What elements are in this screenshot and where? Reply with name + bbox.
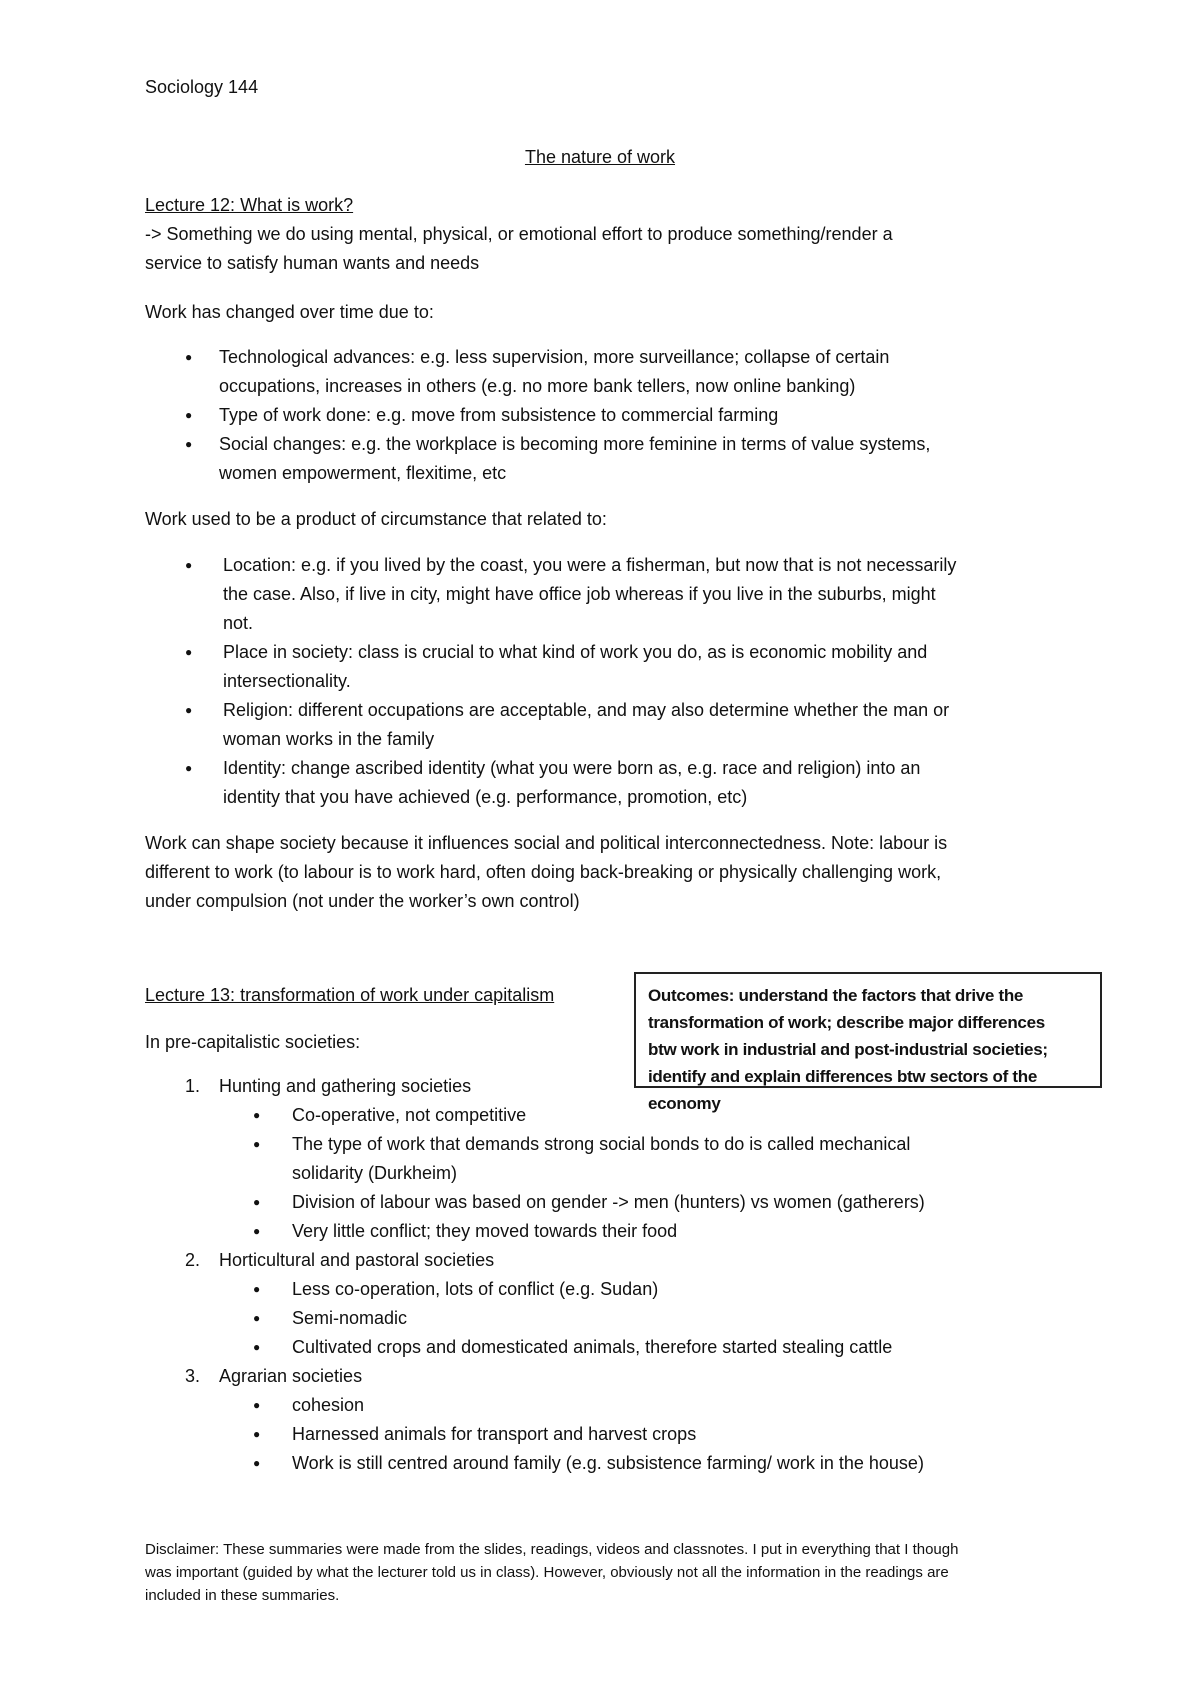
- list-item: the case. Also, if live in city, might have office job whereas if you live in the suburbs, might: [223, 584, 936, 604]
- list-item: Identity: change ascribed identity (what you were born as, e.g. race and religion) into an: [223, 758, 921, 778]
- work-definition-line: service to satisfy human wants and needs: [145, 253, 480, 273]
- list-item: occupations, increases in others (e.g. no more bank tellers, now online banking): [219, 376, 856, 396]
- list-item: women empowerment, flexitime, etc: [219, 463, 507, 483]
- list-item: Division of labour was based on gender -> men (hunters) vs women (gatherers): [292, 1192, 925, 1212]
- list-number: 1.: [185, 1076, 201, 1096]
- bullet-icon: ●: [185, 558, 193, 572]
- disclaimer-line: included in these summaries.: [145, 1587, 340, 1604]
- lecture-13-heading: Lecture 13: transformation of work under capitalism: [145, 985, 555, 1005]
- list-item: woman works in the family: [223, 729, 435, 749]
- list-item: Co-operative, not competitive: [292, 1105, 527, 1125]
- list-item: Place in society: class is crucial to what kind of work you do, as is economic mobility and: [223, 642, 928, 662]
- list-item: Social changes: e.g. the workplace is becoming more feminine in terms of value systems,: [219, 434, 931, 454]
- list-item: intersectionality.: [223, 671, 351, 691]
- work-definition-line: -> Something we do using mental, physical, or emotional effort to produce something/render a: [145, 224, 893, 244]
- course-header: Sociology 144: [145, 77, 259, 97]
- society-name: Horticultural and pastoral societies: [219, 1250, 495, 1270]
- list-item: Religion: different occupations are acceptable, and may also determine whether the man or: [223, 700, 950, 720]
- list-item: Cultivated crops and domesticated animals, therefore started stealing cattle: [292, 1337, 893, 1357]
- bullet-icon: ●: [253, 1282, 261, 1296]
- bullet-icon: ●: [185, 645, 193, 659]
- outcomes-box: [634, 972, 1102, 1113]
- list-item: identity that you have achieved (e.g. performance, promotion, etc): [223, 787, 748, 807]
- list-item: Location: e.g. if you lived by the coast, you were a fisherman, but now that is not necessarily: [223, 555, 957, 575]
- list-item: Semi-nomadic: [292, 1308, 408, 1328]
- list-item: Technological advances: e.g. less supervision, more surveillance; collapse of certain: [219, 347, 890, 367]
- bullet-icon: ●: [185, 703, 193, 717]
- list-item: The type of work that demands strong social bonds to do is called mechanical: [292, 1134, 911, 1154]
- bullet-icon: ●: [185, 350, 193, 364]
- outcomes-line: Outcomes: understand the factors that drive the: [648, 986, 1024, 1005]
- bullet-icon: ●: [253, 1456, 261, 1470]
- disclaimer-line: was important (guided by what the lecturer told us in class). However, obviously not all the information in the readings are: [145, 1564, 949, 1581]
- disclaimer: [145, 1538, 1105, 1607]
- lecture-12-heading: Lecture 12: What is work?: [145, 195, 354, 215]
- bullet-icon: ●: [253, 1224, 261, 1238]
- list-item: cohesion: [292, 1395, 365, 1415]
- outcomes-line: btw work in industrial and post-industrial societies;: [648, 1040, 1048, 1059]
- bullet-icon: ●: [253, 1427, 261, 1441]
- list-item: Less co-operation, lots of conflict (e.g. Sudan): [292, 1279, 659, 1299]
- bullet-icon: ●: [253, 1340, 261, 1354]
- list-item: Harnessed animals for transport and harvest crops: [292, 1424, 697, 1444]
- list-item: not.: [223, 613, 254, 633]
- list-item: Work is still centred around family (e.g. subsistence farming/ work in the house): [292, 1453, 924, 1473]
- bullet-icon: ●: [253, 1137, 261, 1151]
- society-name: Hunting and gathering societies: [219, 1076, 472, 1096]
- page-title: The nature of work: [524, 147, 676, 167]
- list-number: 2.: [185, 1250, 201, 1270]
- list-item: solidarity (Durkheim): [292, 1163, 458, 1183]
- outcomes-line: transformation of work; describe major differences: [648, 1013, 1045, 1032]
- work-shapes-society-line: under compulsion (not under the worker’s own control): [145, 891, 580, 911]
- disclaimer-line: Disclaimer: These summaries were made from the slides, readings, videos and classnotes. I put in everything that I though: [145, 1541, 959, 1558]
- outcomes-line: identify and explain differences btw sectors of the: [648, 1067, 1038, 1086]
- circumstance-intro: Work used to be a product of circumstance that related to:: [145, 509, 607, 529]
- work-shapes-society-line: Work can shape society because it influences social and political interconnectedness. Note: labour is: [145, 833, 948, 853]
- work-shapes-society-line: different to work (to labour is to work hard, often doing back-breaking or physically challenging work,: [145, 862, 942, 882]
- society-name: Agrarian societies: [219, 1366, 363, 1386]
- changes-intro: Work has changed over time due to:: [145, 302, 434, 322]
- bullet-icon: ●: [185, 761, 193, 775]
- list-item: Very little conflict; they moved towards their food: [292, 1221, 678, 1241]
- bullet-icon: ●: [253, 1195, 261, 1209]
- bullet-icon: ●: [185, 408, 193, 422]
- pre-capitalist-intro: In pre-capitalistic societies:: [145, 1032, 361, 1052]
- list-number: 3.: [185, 1366, 201, 1386]
- bullet-icon: ●: [253, 1108, 261, 1122]
- bullet-icon: ●: [253, 1398, 261, 1412]
- outcomes-line: economy: [648, 1094, 721, 1113]
- bullet-icon: ●: [185, 437, 193, 451]
- bullet-icon: ●: [253, 1311, 261, 1325]
- list-item: Type of work done: e.g. move from subsistence to commercial farming: [219, 405, 779, 425]
